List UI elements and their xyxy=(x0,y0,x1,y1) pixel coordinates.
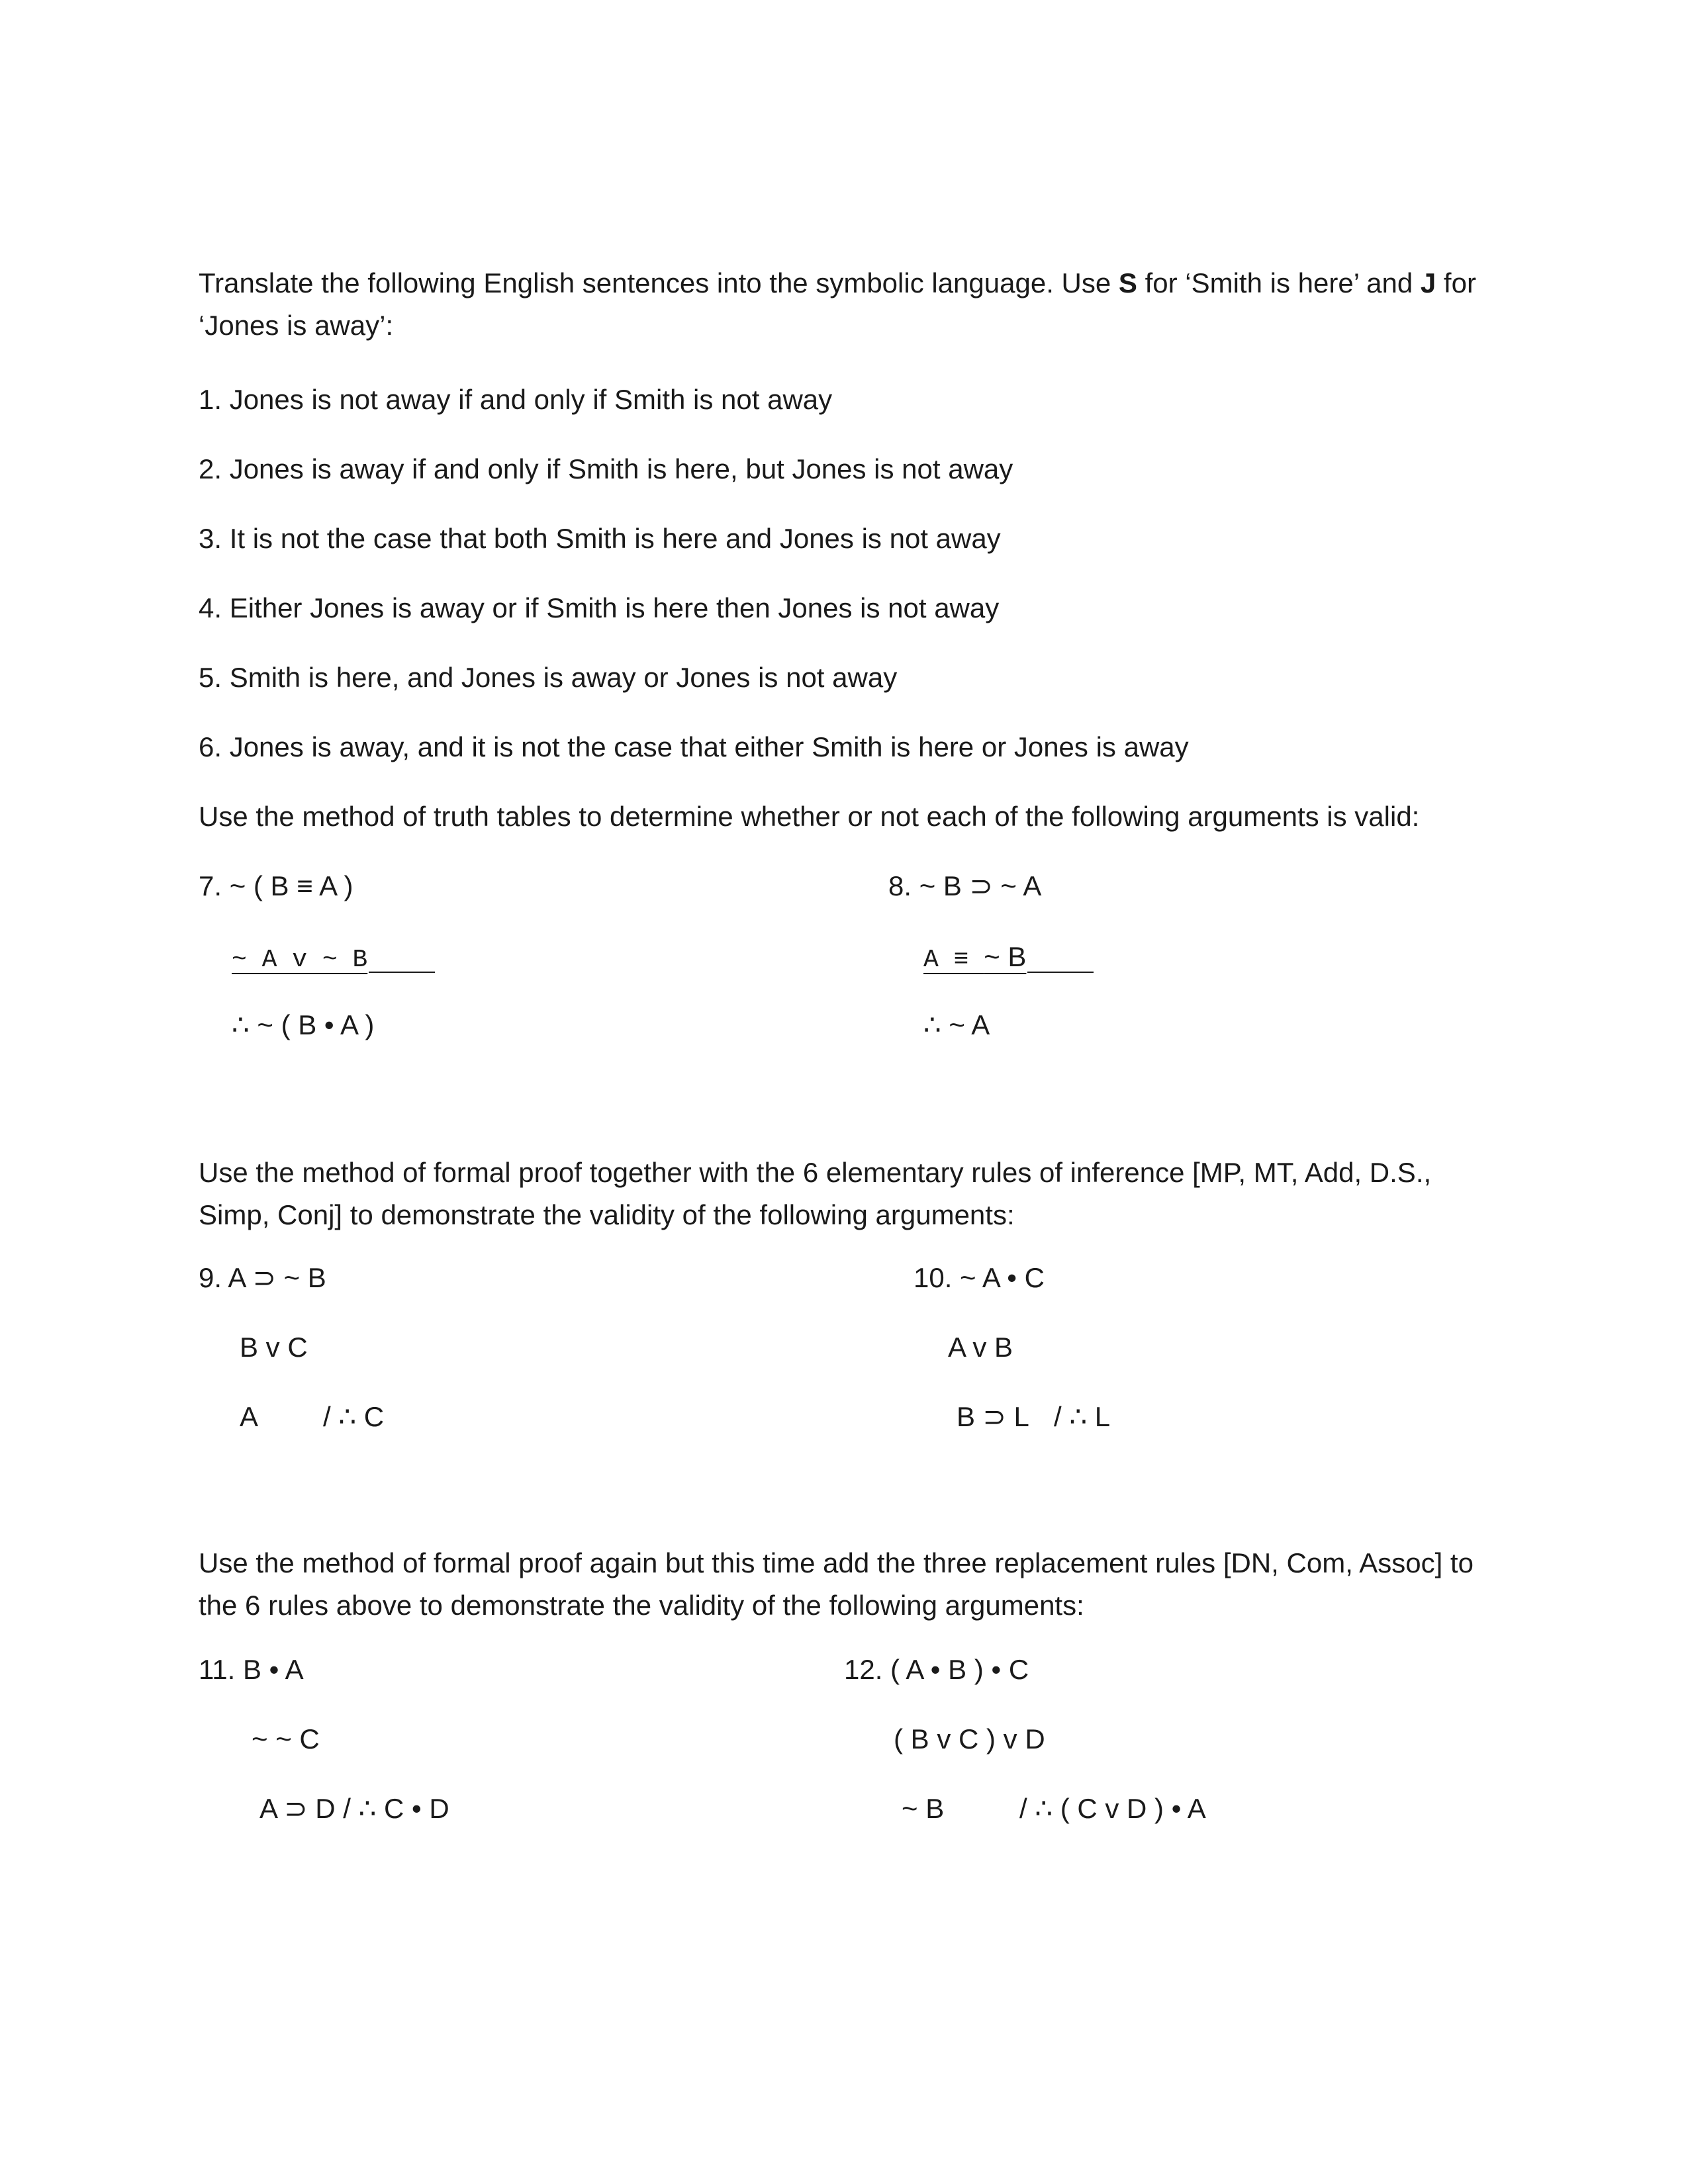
problem-7-premise-2 xyxy=(232,943,435,973)
instruction-text: for ‘Jones is away’: xyxy=(199,267,1476,341)
problem-9-premise-1: 9. A ⊃ ~ B xyxy=(199,1262,326,1293)
problem-9-premise-3: A xyxy=(240,1401,259,1432)
problem-7-conclusion: ∴ ~ ( B • A ) xyxy=(232,1009,375,1040)
sentence-item-2: 2. Jones is away if and only if Smith is here, but Jones is not away xyxy=(199,453,1013,484)
sentence-item-1: 1. Jones is not away if and only if Smith is not away xyxy=(199,384,833,415)
problem-12-premise-1: 12. ( A • B ) • C xyxy=(844,1654,1029,1685)
replacement-rules-instructions: Use the method of formal proof again but this time add the three replacement rules [DN, Com, Assoc] to the 6 rules above to demonstrate the validity of the following arguments: xyxy=(199,1547,1474,1621)
sentence-item-3: 3. It is not the case that both Smith is here and Jones is not away xyxy=(199,523,1001,554)
variable-s: S xyxy=(1118,267,1137,298)
problem-7-premise-1: 7. ~ ( B ≡ A ) xyxy=(199,870,353,901)
sentence-item-4: 4. Either Jones is away or if Smith is here then Jones is not away xyxy=(199,592,1000,623)
problem-11-premise-2: ~ ~ C xyxy=(252,1723,320,1754)
formal-proof-instructions: Use the method of formal proof together with the 6 elementary rules of inference [MP, MT, Add, D.S., Simp, Conj] to demonstrate the validity of the following arguments: xyxy=(199,1157,1432,1230)
truth-table-instructions: Use the method of truth tables to determine whether or not each of the following arguments is valid: xyxy=(199,801,1420,832)
translation-instructions xyxy=(199,262,1503,347)
premise-formula: A ≡ xyxy=(923,946,984,974)
instruction-text: Translate the following English sentences into the symbolic language. Use xyxy=(199,267,1119,298)
problem-9-premise-2: B v C xyxy=(240,1332,308,1363)
problem-10-premise-2: A v B xyxy=(948,1332,1013,1363)
problem-10-premise-3: B ⊃ L xyxy=(957,1401,1029,1432)
problem-10-premise-1: 10. ~ A • C xyxy=(914,1262,1045,1293)
instruction-text: for ‘Smith is here’ and xyxy=(1137,267,1421,298)
problem-8-premise-1: 8. ~ B ⊃ ~ A xyxy=(888,870,1042,901)
problem-8-premise-2 xyxy=(923,943,1094,973)
sentence-item-6: 6. Jones is away, and it is not the case that either Smith is here or Jones is away xyxy=(199,731,1189,762)
premise-formula: ~ A v ~ B xyxy=(232,946,368,974)
answer-blank xyxy=(369,970,435,973)
problem-12-premise-2: ( B v C ) v D xyxy=(894,1723,1045,1754)
problem-12-premise-3: ~ B xyxy=(902,1793,945,1824)
problem-8-conclusion: ∴ ~ A xyxy=(923,1009,990,1040)
premise-formula: ~ B xyxy=(984,941,1027,972)
problem-10-conclusion: / ∴ L xyxy=(1054,1401,1111,1432)
problem-11-premise-3-and-conclusion: A ⊃ D / ∴ C • D xyxy=(259,1793,449,1824)
problem-11-premise-1: 11. B • A xyxy=(199,1654,304,1685)
problem-9-conclusion: / ∴ C xyxy=(323,1401,385,1432)
answer-blank xyxy=(1027,970,1094,973)
variable-j: J xyxy=(1420,267,1436,298)
problem-12-conclusion: / ∴ ( C v D ) • A xyxy=(1019,1793,1206,1824)
sentence-item-5: 5. Smith is here, and Jones is away or Jones is not away xyxy=(199,662,898,693)
